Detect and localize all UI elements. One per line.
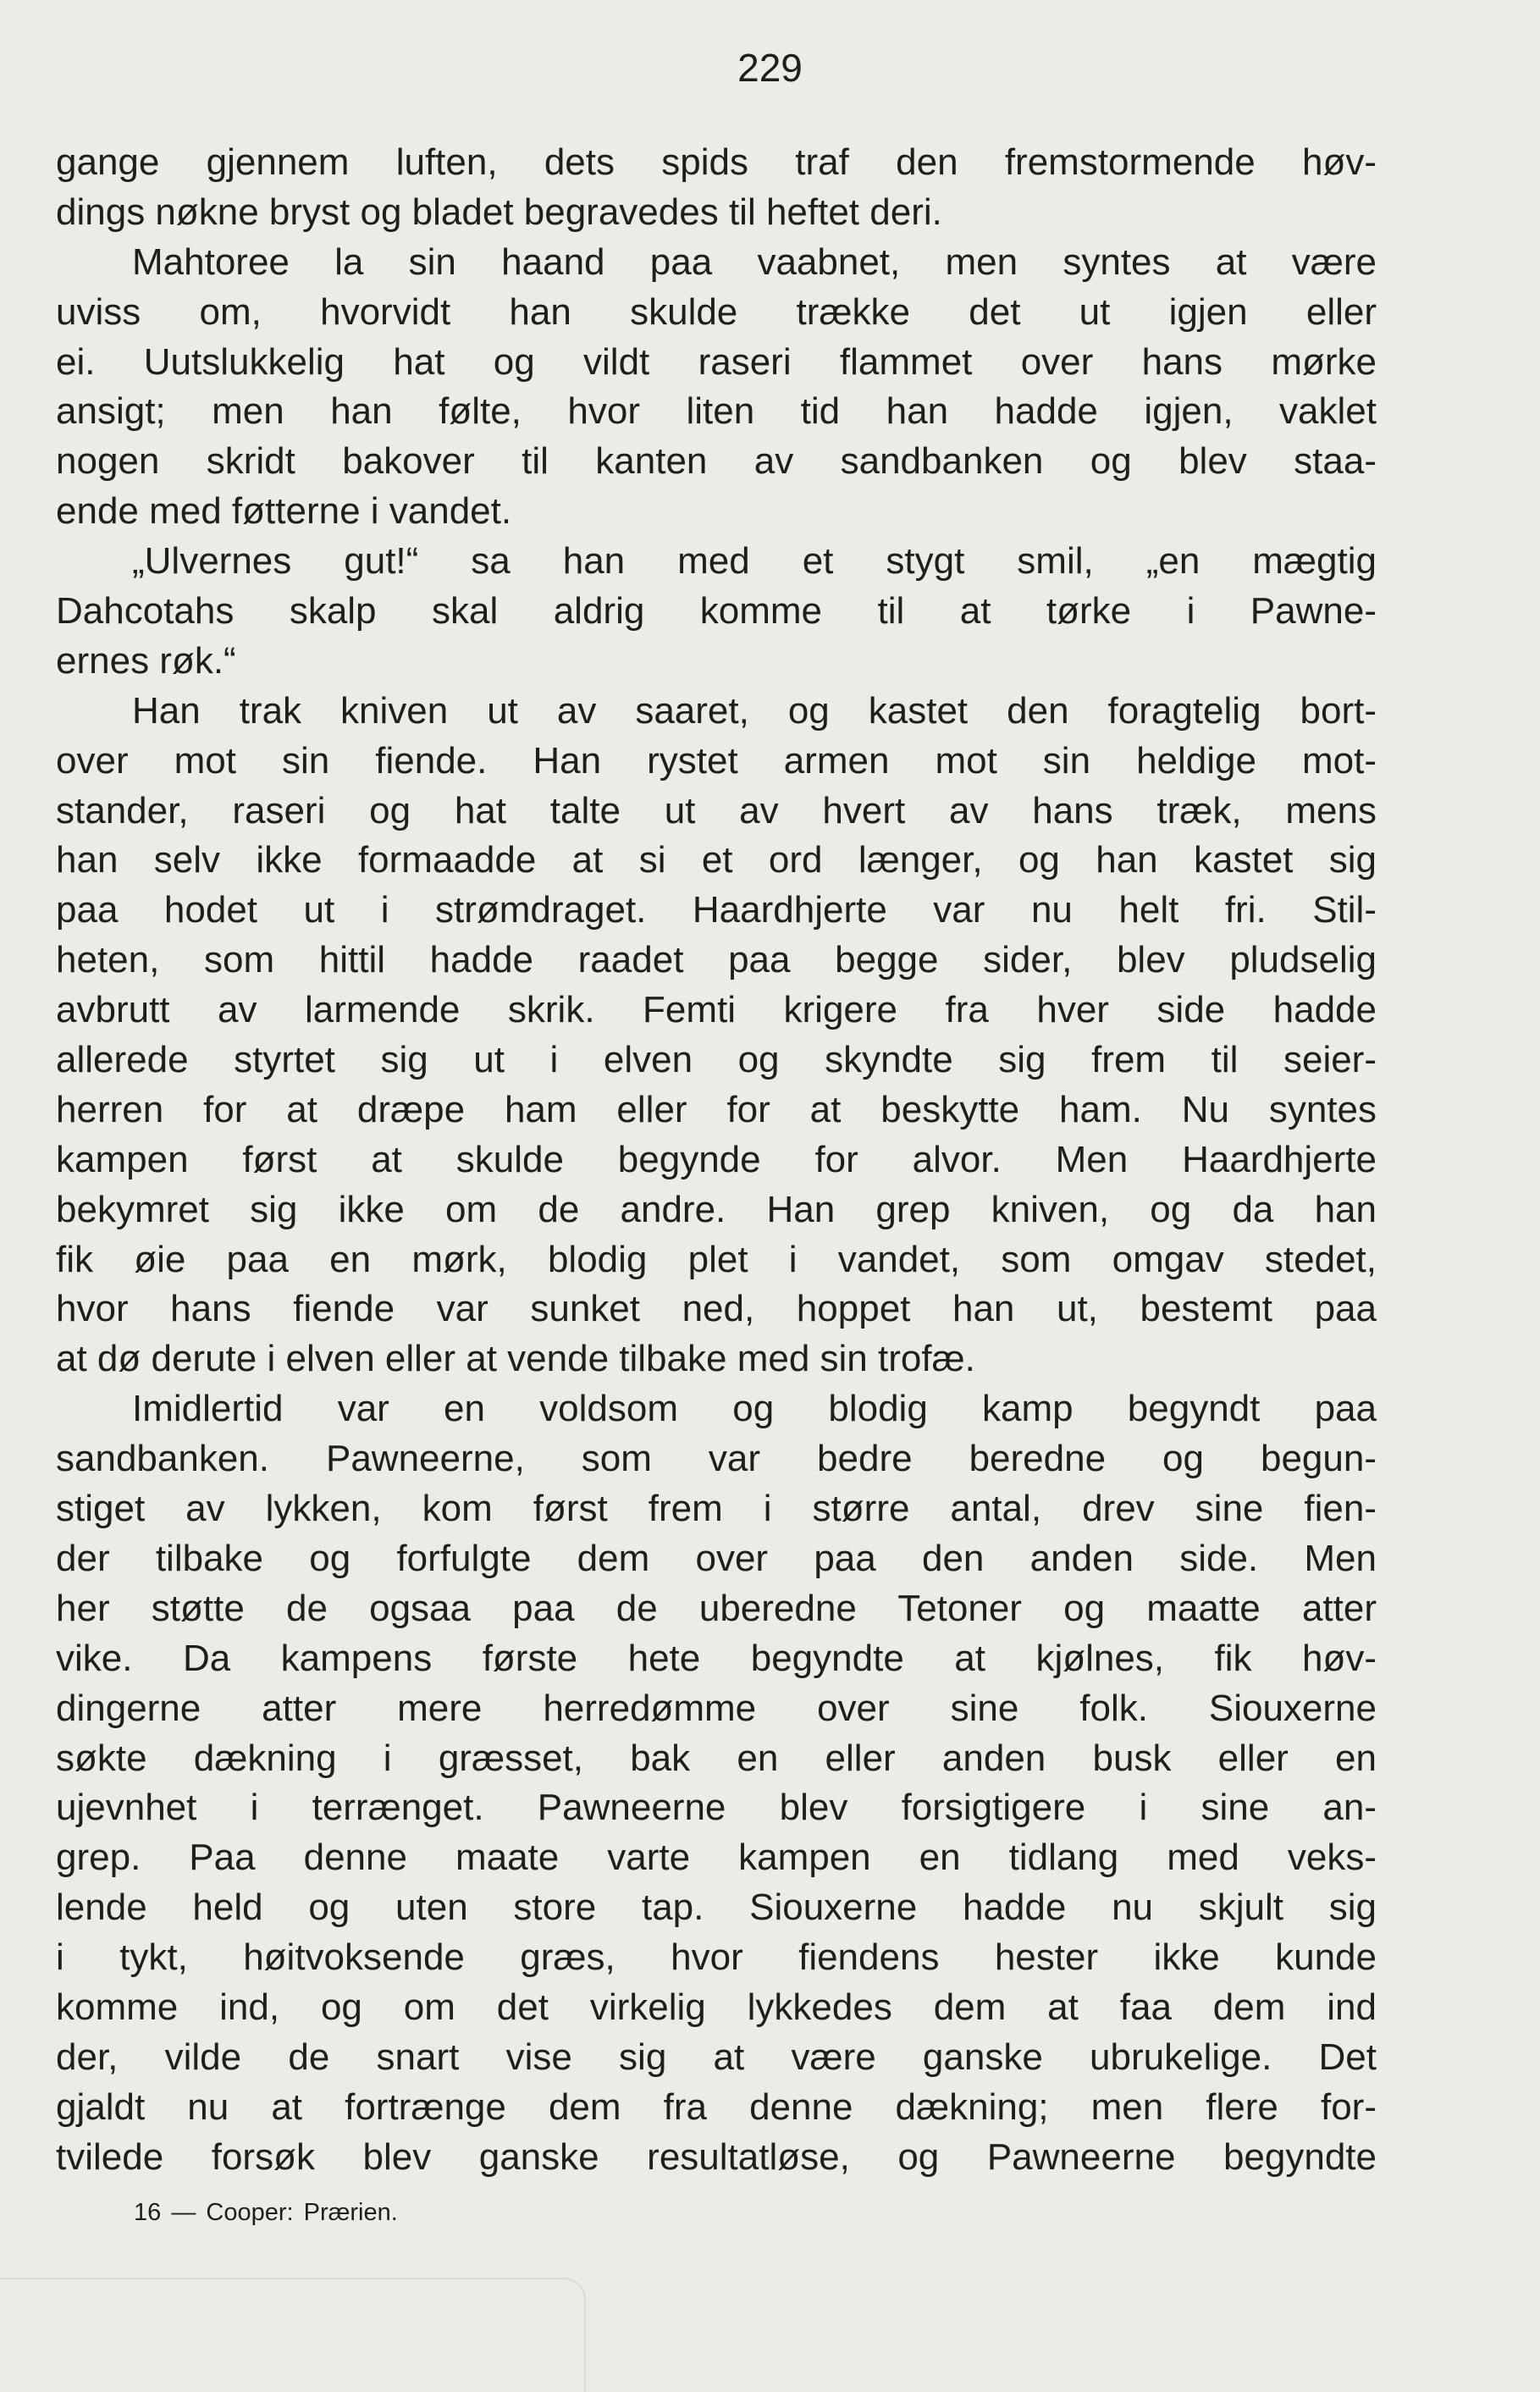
text-line: han selv ikke formaadde at si et ord længer, og han kastet sig — [56, 839, 1377, 881]
page-number: 229 — [737, 46, 803, 90]
text-line: sandbanken. Pawneerne, som var bedre beredne og begun- — [56, 1438, 1377, 1480]
text-line: Imidlertid var en voldsom og blodig kamp begyndt paa — [132, 1388, 1377, 1430]
text-line: ende med føtterne i vandet. — [56, 490, 512, 533]
text-line: fik øie paa en mørk, blodig plet i vandet, som omgav stedet, — [56, 1238, 1377, 1280]
text-line: gjaldt nu at fortrænge dem fra denne dækning; men flere for- — [56, 2085, 1377, 2128]
text-line: dings nøkne bryst og bladet begravedes til heftet deri. — [56, 191, 942, 233]
page-edge — [0, 2278, 586, 2392]
footer-signature: 16 — Cooper: Prærien. — [134, 2199, 398, 2226]
text-line: Dahcotahs skalp skal aldrig komme til at tørke i Pawne- — [56, 590, 1377, 633]
text-line: uviss om, hvorvidt han skulde trække det ut igjen eller — [56, 290, 1377, 333]
text-line: søkte dækning i græsset, bak en eller anden busk eller en — [56, 1737, 1377, 1779]
text-line: over mot sin fiende. Han rystet armen mot sin heldige mot- — [56, 739, 1377, 782]
text-line: ujevnhet i terrænget. Pawneerne blev forsigtigere i sine an- — [56, 1787, 1377, 1829]
text-line: grep. Paa denne maate varte kampen en tidlang med veks- — [56, 1837, 1377, 1879]
text-line: komme ind, og om det virkelig lykkedes dem at faa dem ind — [56, 1986, 1377, 2028]
text-line: paa hodet ut i strømdraget. Haardhjerte var nu helt fri. Stil- — [56, 889, 1377, 931]
text-line: dingerne atter mere herredømme over sine folk. Siouxerne — [56, 1687, 1377, 1729]
text-line: tvilede forsøk blev ganske resultatløse, og Pawneerne begyndte — [56, 2135, 1377, 2178]
text-line: gange gjennem luften, dets spids traf den fremstormende høv- — [56, 141, 1377, 183]
text-line: bekymret sig ikke om de andre. Han grep kniven, og da han — [56, 1188, 1377, 1230]
text-line: stander, raseri og hat talte ut av hvert av hans træk, mens — [56, 789, 1377, 831]
text-line: i tykt, høitvoksende græs, hvor fiendens hester ikke kunde — [56, 1936, 1377, 1979]
text-line: herren for at dræpe ham eller for at beskytte ham. Nu syntes — [56, 1088, 1377, 1130]
text-line: kampen først at skulde begynde for alvor. Men Haardhjerte — [56, 1138, 1377, 1180]
text-line: Mahtoree la sin haand paa vaabnet, men syntes at være — [132, 240, 1377, 283]
text-line: allerede styrtet sig ut i elven og skyndte sig frem til seier- — [56, 1039, 1377, 1081]
text-line: vike. Da kampens første hete begyndte at kjølnes, fik høv- — [56, 1637, 1377, 1679]
text-line: der tilbake og forfulgte dem over paa den anden side. Men — [56, 1537, 1377, 1579]
text-line: heten, som hittil hadde raadet paa begge sider, blev pludselig — [56, 939, 1377, 981]
body-text — [56, 138, 1377, 2183]
text-line: „Ulvernes gut!“ sa han med et stygt smil, „en mægtig — [132, 540, 1377, 583]
text-line: ei. Uutslukkelig hat og vildt raseri flammet over hans mørke — [56, 340, 1377, 383]
text-line: Han trak kniven ut av saaret, og kastet den foragtelig bort- — [132, 689, 1377, 732]
text-line: ernes røk.“ — [56, 639, 236, 682]
text-line: ansigt; men han følte, hvor liten tid han hadde igjen, vaklet — [56, 390, 1377, 433]
text-line: at dø derute i elven eller at vende tilbake med sin trofæ. — [56, 1338, 975, 1380]
text-line: avbrutt av larmende skrik. Femti krigere fra hver side hadde — [56, 989, 1377, 1031]
text-line: nogen skridt bakover til kanten av sandbanken og blev staa- — [56, 440, 1377, 483]
text-line: her støtte de ogsaa paa de uberedne Tetoner og maatte atter — [56, 1587, 1377, 1629]
text-line: lende held og uten store tap. Siouxerne hadde nu skjult sig — [56, 1887, 1377, 1929]
text-line: stiget av lykken, kom først frem i større antal, drev sine fien- — [56, 1488, 1377, 1530]
text-line: hvor hans fiende var sunket ned, hoppet han ut, bestemt paa — [56, 1288, 1377, 1330]
text-line: der, vilde de snart vise sig at være ganske ubrukelige. Det — [56, 2036, 1377, 2078]
